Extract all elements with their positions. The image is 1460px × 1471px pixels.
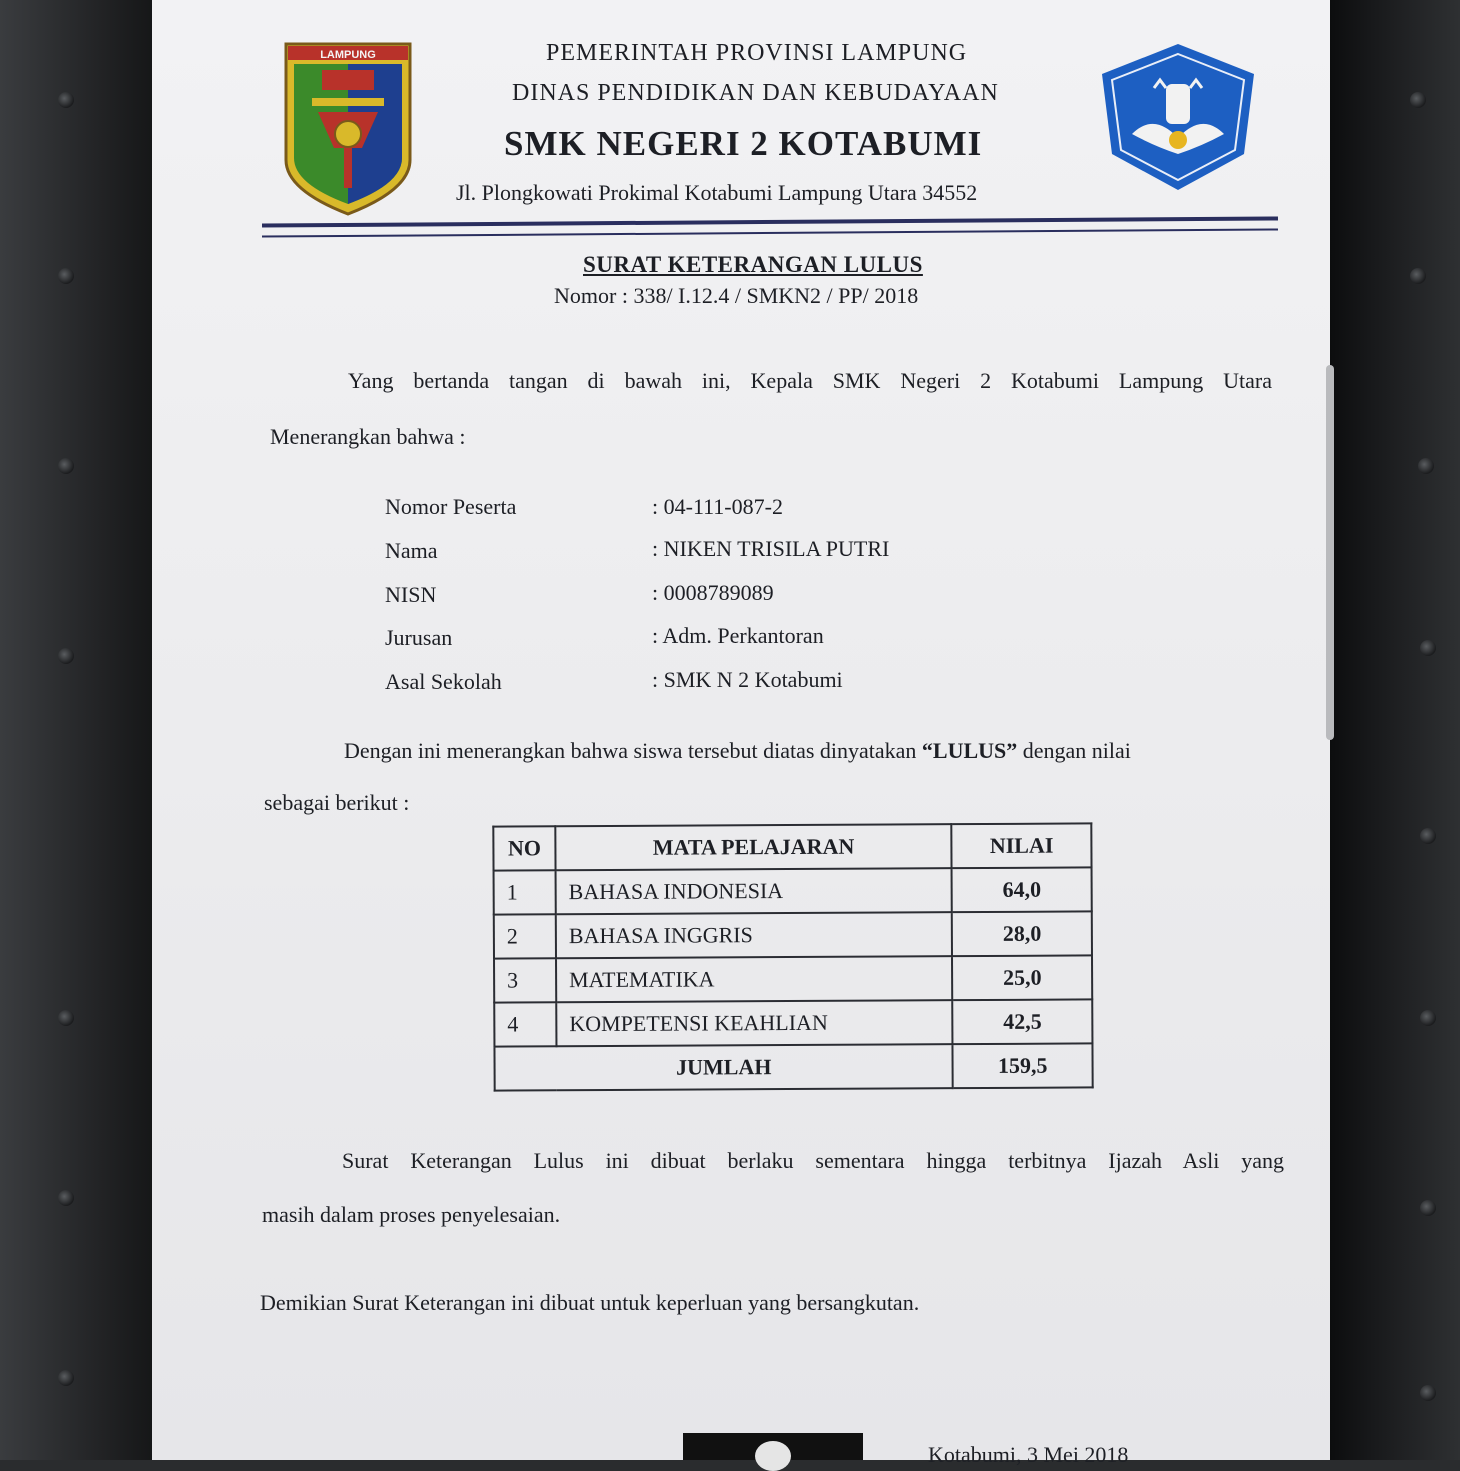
bezel-dot (58, 458, 74, 474)
label-nomor-peserta: Nomor Peserta (385, 494, 517, 519)
header-subject: MATA PELAJARAN (555, 824, 952, 870)
lulus-highlight: “LULUS” (921, 738, 1018, 763)
signature-stamp (683, 1433, 863, 1460)
table-row (494, 911, 1092, 958)
emblem-label: LAMPUNG (320, 49, 376, 61)
school-address: Jl. Plongkowati Prokimal Kotabumi Lampung Utara 34552 (456, 180, 978, 205)
bezel-dot (1420, 1010, 1436, 1026)
bezel-dot (1420, 640, 1436, 656)
seal-icon (755, 1441, 791, 1471)
value-nama: : NIKEN TRISILA PUTRI (652, 536, 890, 561)
total-label: JUMLAH (494, 1044, 953, 1090)
cell-subject: BAHASA INGGRIS (556, 912, 953, 958)
cell-score: 64,0 (952, 867, 1092, 912)
bezel-dot (1420, 1385, 1436, 1401)
value-nisn: : 0008789089 (652, 580, 774, 605)
header-no: NO (493, 826, 555, 870)
bezel-dot (1420, 1200, 1436, 1216)
bezel-dot (1410, 268, 1426, 284)
bezel-dot (1420, 828, 1436, 844)
closing-sentence: Demikian Surat Keterangan ini dibuat untuk keperluan yang bersangkutan. (260, 1290, 920, 1315)
school-name: SMK NEGERI 2 KOTABUMI (504, 124, 983, 163)
table-header-row (493, 823, 1091, 870)
intro-paragraph-line-1: Yang bertanda tangan di bawah ini, Kepala SMK Negeri 2 Kotabumi Lampung Utara (348, 368, 1272, 393)
cell-subject: BAHASA INDONESIA (556, 868, 953, 914)
bezel-dot (58, 92, 74, 108)
cell-score: 25,0 (952, 955, 1092, 1000)
device-bezel-right (1330, 0, 1460, 1460)
label-nama: Nama (385, 538, 438, 563)
document-title: SURAT KETERANGAN LULUS (583, 252, 923, 277)
total-value: 159,5 (953, 1043, 1093, 1088)
cell-subject: KOMPETENSI KEAHLIAN (556, 1000, 953, 1046)
bezel-dot (1410, 92, 1426, 108)
device-bezel-left (0, 0, 160, 1460)
label-asal-sekolah: Asal Sekolah (385, 669, 502, 694)
cell-score: 28,0 (952, 911, 1092, 956)
header-score: NILAI (952, 823, 1092, 868)
bezel-dot (1418, 458, 1434, 474)
table-row (494, 955, 1092, 1002)
bezel-dot (58, 648, 74, 664)
bezel-dot (58, 1010, 74, 1026)
cell-no: 3 (494, 958, 556, 1002)
document-date: Kotabumi, 3 Mei 2018 (928, 1442, 1129, 1467)
table-row (494, 999, 1092, 1046)
document-number: Nomor : 338/ I.12.4 / SMKN2 / PP/ 2018 (554, 283, 919, 308)
letterhead-line-2: DINAS PENDIDIKAN DAN KEBUDAYAAN (512, 80, 999, 106)
value-jurusan: : Adm. Perkantoran (652, 623, 824, 648)
validity-paragraph-line-2: masih dalam proses penyelesaian. (262, 1202, 561, 1227)
cell-score: 42,5 (953, 999, 1093, 1044)
cell-subject: MATEMATIKA (556, 956, 953, 1002)
cell-no: 4 (494, 1002, 556, 1046)
bezel-dot (58, 268, 74, 284)
statement-tail: dengan nilai (1022, 738, 1131, 763)
label-nisn: NISN (385, 582, 437, 607)
label-jurusan: Jurusan (385, 625, 453, 650)
bezel-dot (58, 1190, 74, 1206)
letterhead-line-1: PEMERINTAH PROVINSI LAMPUNG (546, 40, 968, 66)
statement-text: Dengan ini menerangkan bahwa siswa tersebut diatas dinyatakan (344, 738, 917, 763)
statement-paragraph-line-1 (344, 738, 1131, 764)
tut-wuri-handayani-logo-icon (1094, 42, 1262, 192)
value-asal-sekolah: : SMK N 2 Kotabumi (652, 667, 843, 692)
table-total-row (494, 1043, 1092, 1090)
bezel-dot (58, 1370, 74, 1386)
statement-paragraph-line-2: sebagai berikut : (264, 790, 410, 815)
value-nomor-peserta: : 04-111-087-2 (652, 494, 783, 519)
validity-paragraph-line-1: Surat Keterangan Lulus ini dibuat berlaku sementara hingga terbitnya Ijazah Asli yang (342, 1148, 1284, 1173)
intro-paragraph-line-2: Menerangkan bahwa : (270, 424, 466, 449)
cell-no: 2 (494, 914, 556, 958)
lampung-province-emblem-icon (282, 40, 414, 216)
scrollbar-thumb[interactable] (1326, 365, 1334, 740)
cell-no: 1 (494, 870, 556, 914)
table-row (494, 867, 1092, 914)
grade-table (492, 822, 1093, 1091)
